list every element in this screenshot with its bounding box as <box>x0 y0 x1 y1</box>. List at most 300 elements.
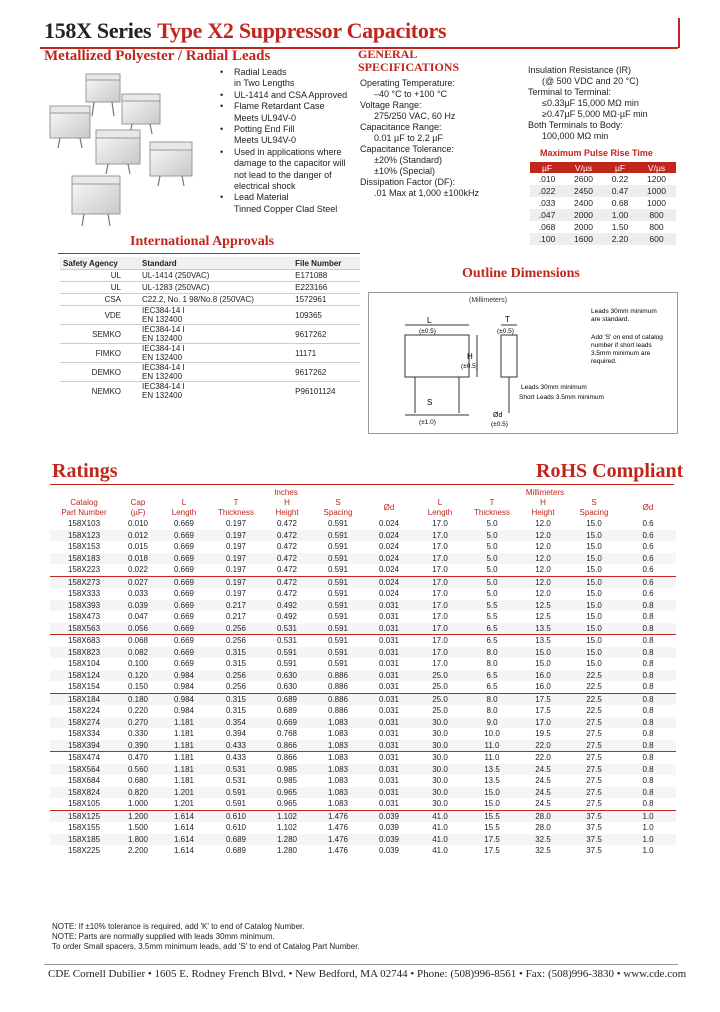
ratings-cell: 1.476 <box>327 834 349 844</box>
ratings-cell: 0.669 <box>173 659 195 669</box>
ratings-cell: 0.120 <box>127 670 149 680</box>
ratings-cell: 30.0 <box>432 787 448 797</box>
ratings-cell: 158X155 <box>67 823 101 833</box>
ratings-header-line: L <box>181 498 187 507</box>
agency-cell: VDE <box>60 306 139 325</box>
ratings-cell: 22.0 <box>535 740 551 750</box>
ratings-cell: 15.0 <box>568 576 620 588</box>
standard-line: EN 132400 <box>142 372 183 381</box>
ratings-cell: 22.5 <box>568 693 620 705</box>
ratings-cell: 0.012 <box>127 530 149 540</box>
pulse-cell: 1000 <box>647 186 666 196</box>
ratings-cell: 158X684 <box>67 776 101 786</box>
ratings-cell: 0.886 <box>327 682 349 692</box>
ratings-cell: 17.5 <box>535 706 551 716</box>
file-number-cell: E171088 <box>292 270 360 282</box>
ratings-cell: 0.8 <box>620 693 676 705</box>
ratings-cell: 0.984 <box>173 706 195 716</box>
ratings-header-line: Thickness <box>473 508 510 517</box>
standard-line: IEC384-14 I <box>142 325 185 334</box>
ratings-cell: 158X333 <box>67 589 101 599</box>
capacitor-image-6 <box>72 176 120 226</box>
ratings-header-line: Catalog <box>70 498 98 507</box>
ratings-cell: 0.8 <box>642 764 654 774</box>
ratings-cell: 0.984 <box>158 693 210 705</box>
ratings-cell: 15.0 <box>586 553 602 563</box>
ratings-cell: 8.0 <box>486 706 498 716</box>
capacitor-photos <box>42 72 212 232</box>
ratings-cell: 11.0 <box>466 752 518 764</box>
ratings-cell: 0.866 <box>262 752 312 764</box>
ratings-cell: 30.0 <box>432 729 448 739</box>
ratings-cell: 1.280 <box>276 834 298 844</box>
table-row <box>50 705 676 717</box>
ratings-cell: 0.472 <box>276 589 298 599</box>
ratings-cell: 25.0 <box>432 706 448 716</box>
ratings-cell: 0.8 <box>620 752 676 764</box>
ratings-cell: 1.181 <box>173 717 195 727</box>
ratings-cell: 0.689 <box>225 846 247 856</box>
page-title <box>44 18 446 44</box>
standard-line: IEC384-14 I <box>142 382 185 391</box>
ratings-cell: 10.0 <box>484 729 500 739</box>
ratings-cell: 12.0 <box>535 589 551 599</box>
ratings-cell: 0.6 <box>642 519 654 529</box>
standard-line: UL-1283 (250VAC) <box>142 283 210 292</box>
ratings-header-line: Height <box>275 508 299 517</box>
ratings-cell: 15.0 <box>535 647 551 657</box>
table-row <box>50 658 676 670</box>
ratings-cell: 12.0 <box>535 565 551 575</box>
ratings-header-line: L <box>437 498 443 507</box>
spec-line: Operating Temperature: <box>360 78 455 88</box>
ratings-cell: 0.031 <box>378 670 400 680</box>
dim-d-tol: (±0.5) <box>491 421 508 428</box>
ratings-cell: 1.181 <box>173 764 195 774</box>
ratings-header <box>568 498 620 518</box>
ratings-cell: 0.031 <box>378 623 400 633</box>
spec-line: –40 °C to +100 °C <box>374 89 447 99</box>
ratings-cell: 17.0 <box>432 519 448 529</box>
ratings-cell: 5.5 <box>486 612 498 622</box>
ratings-header-line: Spacing <box>323 508 353 517</box>
ratings-cell: 0.591 <box>327 542 349 552</box>
ratings-cell: 5.0 <box>486 542 498 552</box>
ratings-cell: 0.591 <box>327 659 349 669</box>
dim-S-label: S <box>427 398 433 407</box>
ratings-cell: 0.256 <box>210 635 262 647</box>
ratings-cell: 11.0 <box>484 740 500 750</box>
ratings-cell: 12.5 <box>535 612 551 622</box>
approvals-row <box>60 363 360 382</box>
ratings-cell: 0.6 <box>642 553 654 563</box>
general-specs-heading: GENERAL SPECIFICATIONS <box>358 47 460 74</box>
ratings-cell: 0.197 <box>225 519 247 529</box>
ratings-cell: 2.200 <box>127 846 149 856</box>
standard-line: EN 132400 <box>142 353 183 362</box>
ratings-cell: 0.024 <box>378 530 400 540</box>
ratings-cell: 158X393 <box>67 600 101 610</box>
table-row <box>50 611 676 623</box>
table-row <box>50 693 676 705</box>
ratings-cell: 0.039 <box>378 834 400 844</box>
ratings-cell: 15.0 <box>586 589 602 599</box>
ratings-cell: 0.669 <box>173 542 195 552</box>
pulse-cell: .033 <box>538 198 556 208</box>
ratings-cell: 0.6 <box>642 530 654 540</box>
table-row <box>50 576 676 588</box>
ratings-cell: 1.614 <box>173 823 195 833</box>
spec-line: Dissipation Factor (DF): <box>360 177 456 187</box>
ratings-cell: 0.6 <box>620 576 676 588</box>
ratings-cell: 0.8 <box>642 740 654 750</box>
ratings-cell: 17.0 <box>432 623 448 633</box>
ratings-cell: 0.100 <box>127 659 149 669</box>
ratings-cell: 0.033 <box>127 589 149 599</box>
ratings-cell: 0.8 <box>642 787 654 797</box>
ratings-cell: 12.5 <box>535 600 551 610</box>
ratings-header <box>518 498 568 518</box>
table-row <box>50 717 676 729</box>
ratings-cell: 158X224 <box>67 706 101 716</box>
pulse-table-title: Maximum Pulse Rise Time <box>540 148 653 158</box>
ratings-cell: 0.031 <box>378 612 400 622</box>
ratings-cell: 1.083 <box>312 752 364 764</box>
table-row <box>50 752 676 764</box>
table-row <box>50 740 676 752</box>
ratings-cell: 1.083 <box>327 729 349 739</box>
ratings-cell: 12.0 <box>535 530 551 540</box>
table-row <box>50 564 676 576</box>
ratings-cell: 6.5 <box>466 635 518 647</box>
spec-line: Capacitance Tolerance: <box>360 144 454 154</box>
ratings-cell: 0.591 <box>327 519 349 529</box>
ratings-cell: 0.591 <box>327 612 349 622</box>
pulse-cell: .022 <box>538 186 556 196</box>
pulse-cell: .068 <box>538 222 556 232</box>
ratings-cell: 0.472 <box>276 519 298 529</box>
ratings-cell: 27.5 <box>586 717 602 727</box>
pulse-row <box>530 197 676 209</box>
mm-group-header: Millimeters <box>525 488 565 497</box>
ratings-cell: 27.5 <box>586 799 602 809</box>
notes <box>52 922 360 952</box>
ratings-cell: 6.5 <box>486 682 498 692</box>
ratings-cell: 15.0 <box>586 519 602 529</box>
ratings-cell: 0.031 <box>378 717 400 727</box>
ratings-cell: 0.027 <box>118 576 158 588</box>
ratings-cell: 0.8 <box>642 799 654 809</box>
ratings-cell: 8.0 <box>486 659 498 669</box>
file-number-cell: 109365 <box>292 306 360 325</box>
ratings-cell: 0.031 <box>378 647 400 657</box>
ratings-cell: 0.472 <box>276 542 298 552</box>
pulse-cell: 2000 <box>574 222 593 232</box>
ratings-cell: 0.591 <box>327 600 349 610</box>
ratings-cell: 17.0 <box>414 576 466 588</box>
pulse-cell: .010 <box>538 174 556 184</box>
dim-L-tol: (±0.5) <box>419 328 436 335</box>
insulation-line: ≥0.47µF 5,000 MΩ·µF min <box>542 109 648 119</box>
ratings-cell: 12.0 <box>535 519 551 529</box>
ratings-cell: 0.024 <box>378 553 400 563</box>
ratings-cell: 0.039 <box>364 810 414 822</box>
ratings-cell: 0.591 <box>327 565 349 575</box>
ratings-cell: 0.031 <box>378 764 400 774</box>
standard-line: IEC384-14 I <box>142 363 185 372</box>
ratings-cell: 0.010 <box>127 519 149 529</box>
ratings-cell: 0.031 <box>378 659 400 669</box>
ratings-cell: 0.197 <box>225 542 247 552</box>
ratings-cell: 17.0 <box>432 647 448 657</box>
ratings-cell: 0.315 <box>225 659 247 669</box>
ratings-cell: 0.591 <box>312 635 364 647</box>
ratings-cell: 27.5 <box>586 764 602 774</box>
pulse-cell: 800 <box>649 222 664 232</box>
ratings-cell: 17.0 <box>535 717 551 727</box>
ratings-cell: 0.669 <box>173 623 195 633</box>
dim-T-tol: (±0.5) <box>497 328 514 335</box>
ratings-cell: 37.5 <box>568 810 620 822</box>
approvals-rule <box>58 253 360 254</box>
ratings-cell: 0.256 <box>225 670 247 680</box>
series-title: 158X Series <box>44 18 152 43</box>
ratings-cell: 158X125 <box>50 810 118 822</box>
ratings-cell: 1.181 <box>158 752 210 764</box>
ratings-cell: 8.0 <box>466 693 518 705</box>
ratings-header-line: Ød <box>642 503 654 512</box>
ratings-header <box>620 498 676 518</box>
ratings-cell: 0.039 <box>378 823 400 833</box>
ratings-cell: 16.0 <box>535 670 551 680</box>
ratings-cell: 158X154 <box>67 682 101 692</box>
ratings-cell: 0.180 <box>118 693 158 705</box>
ratings-cell: 0.8 <box>642 670 654 680</box>
approvals-header: Safety Agency <box>60 257 139 270</box>
agency-cell: SEMKO <box>60 325 139 344</box>
ratings-cell: 17.0 <box>432 565 448 575</box>
ratings-cell: 158X184 <box>50 693 118 705</box>
standard-cell <box>139 270 292 282</box>
ratings-cell: 12.0 <box>535 553 551 563</box>
footer-rule <box>44 964 678 965</box>
ratings-cell: 17.0 <box>432 530 448 540</box>
ratings-cell: 0.984 <box>173 670 195 680</box>
pulse-cell: 0.22 <box>611 174 629 184</box>
ratings-cell: 158X274 <box>67 717 101 727</box>
ratings-cell: 17.5 <box>518 693 568 705</box>
ratings-cell: 158X105 <box>67 799 101 809</box>
pulse-header: V/µs <box>637 162 676 173</box>
ratings-cell: 158X334 <box>67 729 101 739</box>
ratings-cell: 0.047 <box>127 612 149 622</box>
standard-cell <box>139 382 292 401</box>
table-row <box>50 822 676 834</box>
ratings-cell: 0.984 <box>173 682 195 692</box>
standard-cell <box>139 282 292 294</box>
ratings-cell: 0.689 <box>276 706 298 716</box>
ratings-cell: 0.256 <box>225 623 247 633</box>
standard-line: UL-1414 (250VAC) <box>142 271 210 280</box>
ratings-cell: 17.0 <box>432 659 448 669</box>
ratings-cell: 41.0 <box>414 810 466 822</box>
ratings-cell: 27.5 <box>586 776 602 786</box>
ratings-cell: 158X183 <box>67 553 101 563</box>
ratings-cell: 0.197 <box>225 530 247 540</box>
pulse-cell: 1.00 <box>611 210 629 220</box>
ratings-cell: 17.0 <box>432 612 448 622</box>
ratings-cell: 1.083 <box>327 764 349 774</box>
ratings-cell: 0.031 <box>364 693 414 705</box>
ratings-cell: 158X473 <box>67 612 101 622</box>
ratings-cell: 0.669 <box>173 612 195 622</box>
agency-cell: CSA <box>60 294 139 306</box>
pulse-header: µF <box>603 162 637 173</box>
ratings-cell: 24.5 <box>535 764 551 774</box>
type-title: Type X2 Suppressor Capacitors <box>157 18 447 43</box>
pulse-cell: 2.20 <box>611 234 629 244</box>
ratings-cell: 41.0 <box>432 823 448 833</box>
dim-H-label: H <box>467 352 473 361</box>
ratings-cell: 0.591 <box>327 647 349 657</box>
ratings-cell: 1.614 <box>158 810 210 822</box>
ratings-cell: 1.181 <box>173 740 195 750</box>
ratings-cell: 15.5 <box>484 823 500 833</box>
ratings-cell: 1.181 <box>173 776 195 786</box>
ratings-cell: 5.0 <box>486 565 498 575</box>
ratings-cell: 0.820 <box>127 787 149 797</box>
approvals-title: International Approvals <box>130 234 275 249</box>
standard-cell <box>139 294 292 306</box>
ratings-cell: 0.039 <box>378 846 400 856</box>
ratings-cell: 0.031 <box>378 729 400 739</box>
capacitor-image-4 <box>96 130 140 174</box>
outline-unit: (Millimeters) <box>469 297 508 304</box>
pulse-cell: 1200 <box>647 174 666 184</box>
ratings-cell: 0.591 <box>327 553 349 563</box>
ratings-cell: 0.031 <box>378 600 400 610</box>
ratings-cell: 1.0 <box>642 823 654 833</box>
ratings-cell: 0.031 <box>364 635 414 647</box>
insulation-line: 100,000 MΩ min <box>542 131 609 141</box>
ratings-cell: 0.8 <box>642 647 654 657</box>
standard-cell <box>139 363 292 382</box>
ratings-title: Ratings <box>52 460 118 482</box>
ratings-cell: 1.083 <box>327 717 349 727</box>
note-3: To order Small spacers, 3.5mm minimum leads, add 'S' to end of Catalog Part Number. <box>52 942 360 951</box>
ratings-cell: 1.102 <box>276 823 298 833</box>
pulse-cell: 600 <box>649 234 664 244</box>
outline-title: Outline Dimensions <box>462 266 580 281</box>
ratings-cell: 27.5 <box>586 740 602 750</box>
approvals-row <box>60 270 360 282</box>
insulation-line: Terminal to Terminal: <box>528 87 611 97</box>
ratings-header <box>118 498 158 518</box>
ratings-cell: 19.5 <box>535 729 551 739</box>
ratings-cell: 0.492 <box>276 612 298 622</box>
ratings-cell: 158X564 <box>67 764 101 774</box>
ratings-header-line: T <box>233 498 239 507</box>
approvals-table <box>60 257 360 400</box>
ratings-cell: 17.5 <box>484 834 500 844</box>
ratings-cell: 1.083 <box>327 776 349 786</box>
ratings-cell: 17.0 <box>432 589 448 599</box>
feature-item: • Flame Retardant Case Meets UL94V-0 <box>218 101 348 124</box>
standard-cell <box>139 344 292 363</box>
ratings-cell: 15.0 <box>586 542 602 552</box>
ratings-rule <box>50 484 674 485</box>
ratings-cell: 0.394 <box>225 729 247 739</box>
pulse-cell: 2000 <box>574 210 593 220</box>
pulse-row <box>530 233 676 245</box>
feature-item: • Used in applications where damage to the capacitor will not lead to the danger of electrical shock <box>218 147 348 193</box>
ratings-cell: 0.197 <box>225 589 247 599</box>
ratings-cell: 0.680 <box>127 776 149 786</box>
feature-item: • Potting End Fill Meets UL94V-0 <box>218 124 348 147</box>
ratings-header-line: S <box>591 498 597 507</box>
ratings-cell: 158X683 <box>50 635 118 647</box>
insulation-line: (@ 500 VDC and 20 °C) <box>542 76 639 86</box>
ratings-header <box>414 498 466 518</box>
insulation-line: ≤0.33µF 15,000 MΩ min <box>542 98 639 108</box>
ratings-cell: 158X185 <box>67 834 101 844</box>
ratings-header-line: S <box>335 498 341 507</box>
ratings-cell: 13.5 <box>484 776 500 786</box>
ratings-cell: 0.531 <box>225 776 247 786</box>
ratings-cell: 41.0 <box>432 846 448 856</box>
spec-line: ±20% (Standard) <box>374 155 442 165</box>
approvals-row <box>60 282 360 294</box>
pulse-cell: 1000 <box>647 198 666 208</box>
ratings-cell: 37.5 <box>586 846 602 856</box>
pulse-cell: 800 <box>649 210 664 220</box>
ratings-cell: 1.614 <box>173 846 195 856</box>
ratings-cell: 158X474 <box>50 752 118 764</box>
ratings-cell: 0.472 <box>276 565 298 575</box>
ratings-cell: 0.669 <box>173 565 195 575</box>
ratings-cell: 15.0 <box>586 612 602 622</box>
standard-line: IEC384-14 I <box>142 344 185 353</box>
ratings-cell: 0.886 <box>327 670 349 680</box>
ratings-cell: 1.476 <box>327 846 349 856</box>
spec-line: Voltage Range: <box>360 100 422 110</box>
ratings-cell: 17.0 <box>432 542 448 552</box>
spec-line: 275/250 VAC, 60 Hz <box>374 111 456 121</box>
spec-line: .01 Max at 1,000 ±100kHz <box>374 188 479 198</box>
ratings-cell: 12.0 <box>535 542 551 552</box>
ratings-cell: 5.0 <box>486 519 498 529</box>
file-number-cell: E223166 <box>292 282 360 294</box>
agency-cell: NEMKO <box>60 382 139 401</box>
ratings-cell: 30.0 <box>432 764 448 774</box>
ratings-cell: 1.200 <box>118 810 158 822</box>
ratings-cell: 27.5 <box>568 752 620 764</box>
ratings-cell: 0.217 <box>225 600 247 610</box>
ratings-cell: 0.591 <box>312 576 364 588</box>
ratings-header-line: H <box>540 498 546 507</box>
table-row <box>50 600 676 612</box>
approvals-row <box>60 306 360 325</box>
ratings-cell: 17.0 <box>432 600 448 610</box>
ratings-cell: 0.591 <box>327 530 349 540</box>
outline-note-2b: number if short leads <box>591 342 652 349</box>
ratings-cell: 0.256 <box>225 682 247 692</box>
ratings-cell: 1.083 <box>327 787 349 797</box>
ratings-cell: 0.470 <box>118 752 158 764</box>
ratings-cell: 0.031 <box>378 706 400 716</box>
ratings-cell: 15.0 <box>586 565 602 575</box>
rohs-title: RoHS Compliant <box>536 460 684 482</box>
